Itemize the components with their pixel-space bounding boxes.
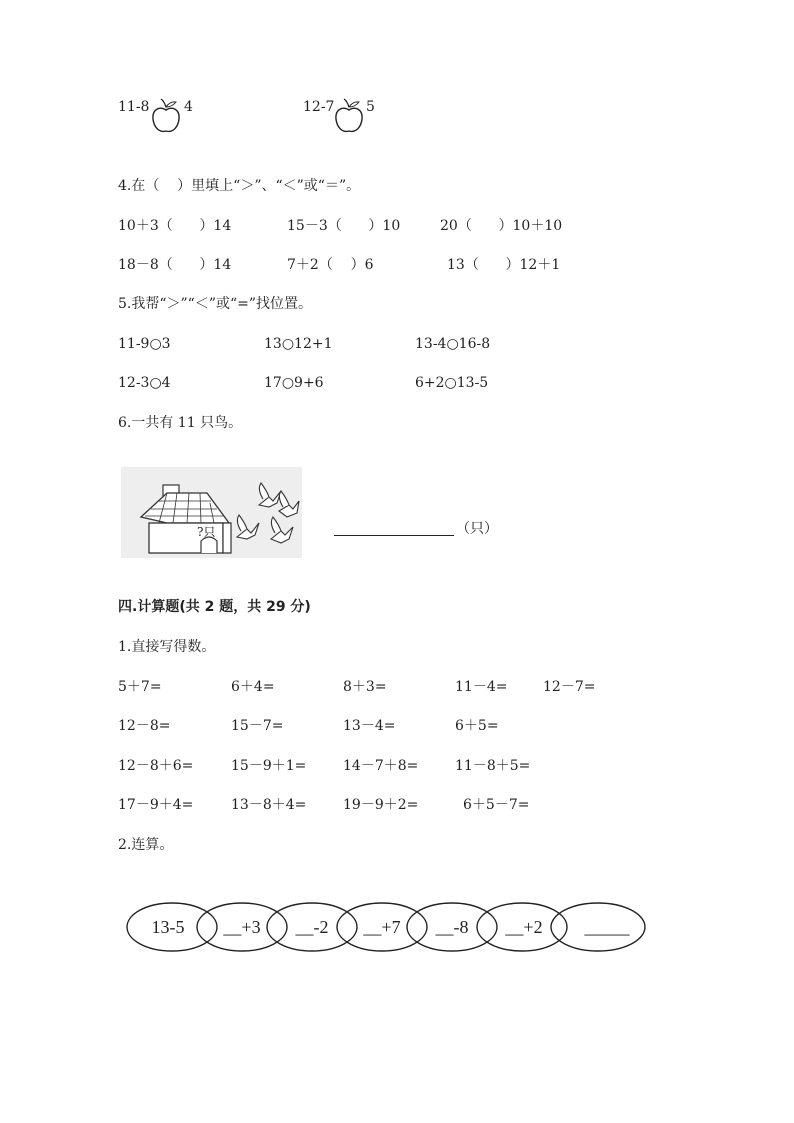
q4-item: 7＋2（ ）6	[287, 257, 374, 273]
chain-step: __+3	[223, 917, 261, 937]
section-title: 四.计算题(共 2 题，共 29 分)	[118, 599, 311, 615]
chain-step: __-8	[435, 917, 469, 937]
q5-item: 17○9+6	[264, 375, 324, 391]
q4-item: 18－8（ ）14	[118, 257, 232, 273]
q4-title: 4.在（ ）里填上“＞”、“＜”或“＝”。	[118, 178, 361, 194]
calc1-title: 1.直接写得数。	[118, 639, 216, 655]
apple-expr-2: 12-7	[303, 99, 335, 115]
q4-item: 10＋3（ ）14	[118, 218, 232, 234]
chain-step: __+7	[363, 917, 401, 937]
calc-item: 15－7=	[231, 718, 284, 734]
calc-item: 6＋5=	[455, 718, 499, 734]
calc-item: 8＋3=	[343, 679, 387, 695]
q5-item: 6+2○13-5	[415, 375, 489, 391]
chain-step: 13-5	[151, 917, 185, 937]
chain-step: __-2	[295, 917, 329, 937]
q5-item: 13-4○16-8	[415, 336, 491, 352]
apple-value-1: 4	[184, 99, 193, 115]
calc-item: 17－9＋4=	[118, 797, 194, 813]
chain-step: __+2	[505, 917, 543, 937]
apple-icon[interactable]	[333, 98, 365, 136]
q4-item: 20（ ）10＋10	[440, 218, 563, 234]
calc-item: 13－4=	[343, 718, 396, 734]
unit-label: （只）	[456, 521, 498, 537]
calc-item: 12－7=	[543, 679, 596, 695]
calc-item: 12－8=	[118, 718, 171, 734]
calc-item: 12－8＋6=	[118, 758, 194, 774]
apple-icon[interactable]	[150, 98, 182, 136]
chain-calculation	[124, 898, 650, 958]
q5-item: 11-9○3	[118, 336, 171, 352]
q4-item: 13（ ）12＋1	[447, 257, 561, 273]
calc-item: 11－8＋5=	[455, 758, 531, 774]
house-birds-illustration	[121, 467, 302, 558]
calc2-title: 2.连算。	[118, 837, 174, 853]
apple-expr-1: 11-8	[118, 99, 150, 115]
q5-item: 12-3○4	[118, 375, 171, 391]
q5-item: 13○12+1	[264, 336, 333, 352]
calc-item: 14－7＋8=	[343, 758, 419, 774]
calc-item: 6＋5－7=	[463, 797, 530, 813]
apple-value-2: 5	[366, 99, 375, 115]
calc-item: 11－4=	[455, 679, 508, 695]
calc-item: 5＋7=	[118, 679, 162, 695]
calc-item: 13－8＋4=	[231, 797, 307, 813]
calc-item: 6＋4=	[231, 679, 275, 695]
calc-item: 19－9＋2=	[343, 797, 419, 813]
chain-final-blank: _____	[584, 917, 630, 937]
q4-item: 15－3（ ）10	[287, 218, 401, 234]
scene-question-text: ?只	[197, 525, 216, 539]
q6-title: 6.一共有 11 只鸟。	[118, 415, 243, 431]
bird-count-answer-blank[interactable]	[334, 535, 454, 536]
q5-title: 5.我帮“＞”“＜”或“=”找位置。	[118, 296, 313, 312]
calc-item: 15－9＋1=	[231, 758, 307, 774]
